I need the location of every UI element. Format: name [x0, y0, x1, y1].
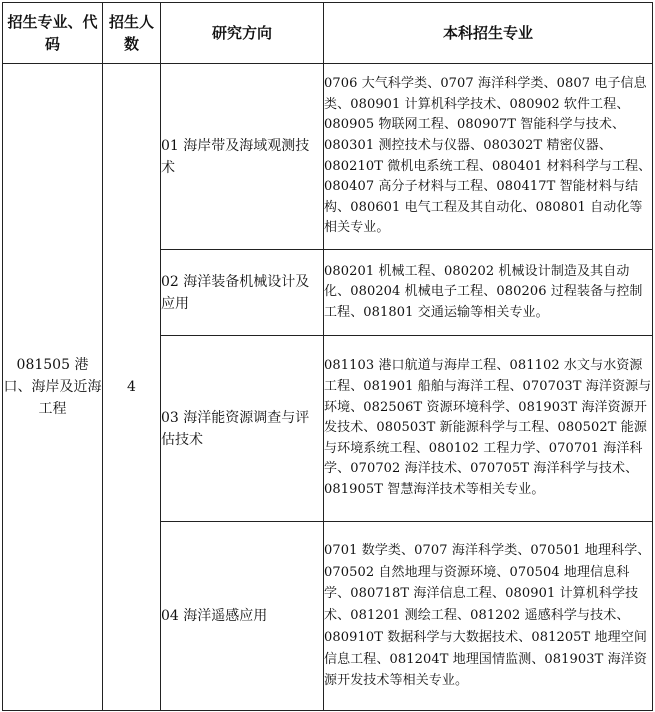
direction-cell: 04 海洋遥感应用: [161, 522, 324, 711]
undergrad-majors-cell: 0706 大气科学类、0707 海洋科学类、0807 电子信息类、080901 计算机科学技术、080902 软件工程、080905 物联网工程、080907T 智能科学与技术、080301 测控技术与仪器、080302T 精密仪器、080210T 微机电系统工程、080401 材料科学与工程、080407 高分子材料与工程、080417T 智能材料与结构、080601 电气工程及其自动化、080801 自动化等相关专业。: [324, 64, 653, 250]
undergrad-majors-cell: 080201 机械工程、080202 机械设计制造及其自动化、080204 机械电子工程、080206 过程装备与控制工程、081801 交通运输等相关专业。: [324, 250, 653, 336]
enrollment-table: [2, 2, 653, 711]
table-row: [3, 64, 653, 250]
direction-cell: 02 海洋装备机械设计及应用: [161, 250, 324, 336]
undergrad-majors-cell: 0701 数学类、0707 海洋科学类、070501 地理科学、070502 自然地理与资源环境、070504 地理信息科学、080718T 海洋信息工程、080901 计算机科学技术、081201 测绘工程、081202 遥感科学与技术、080910T 数据科学与大数据技术、081205T 地理空间信息工程、081204T 地理国情监测、081903T 海洋资源开发技术等相关专业。: [324, 522, 653, 711]
header-major-code: 招生专业、代码: [3, 3, 103, 64]
direction-cell: 03 海洋能资源调查与评估技术: [161, 336, 324, 522]
header-undergrad-majors: 本科招生专业: [324, 3, 653, 64]
undergrad-majors-cell: 081103 港口航道与海岸工程、081102 水文与水资源工程、081901 船舶与海洋工程、070703T 海洋资源与环境、082506T 资源环境科学、081903T 海洋资源开发技术、080503T 新能源科学与工程、080502T 能源与环境系统工程、080102 工程力学、070701 海洋科学、070702 海洋技术、070705T 海洋科学与技术、081905T 智慧海洋技术等相关专业。: [324, 336, 653, 522]
header-count: 招生人数: [103, 3, 161, 64]
direction-cell: 01 海岸带及海域观测技术: [161, 64, 324, 250]
count-cell: 4: [103, 64, 161, 711]
header-row: [3, 3, 653, 64]
major-code-cell: 081505 港口、海岸及近海工程: [3, 64, 103, 711]
header-direction: 研究方向: [161, 3, 324, 64]
